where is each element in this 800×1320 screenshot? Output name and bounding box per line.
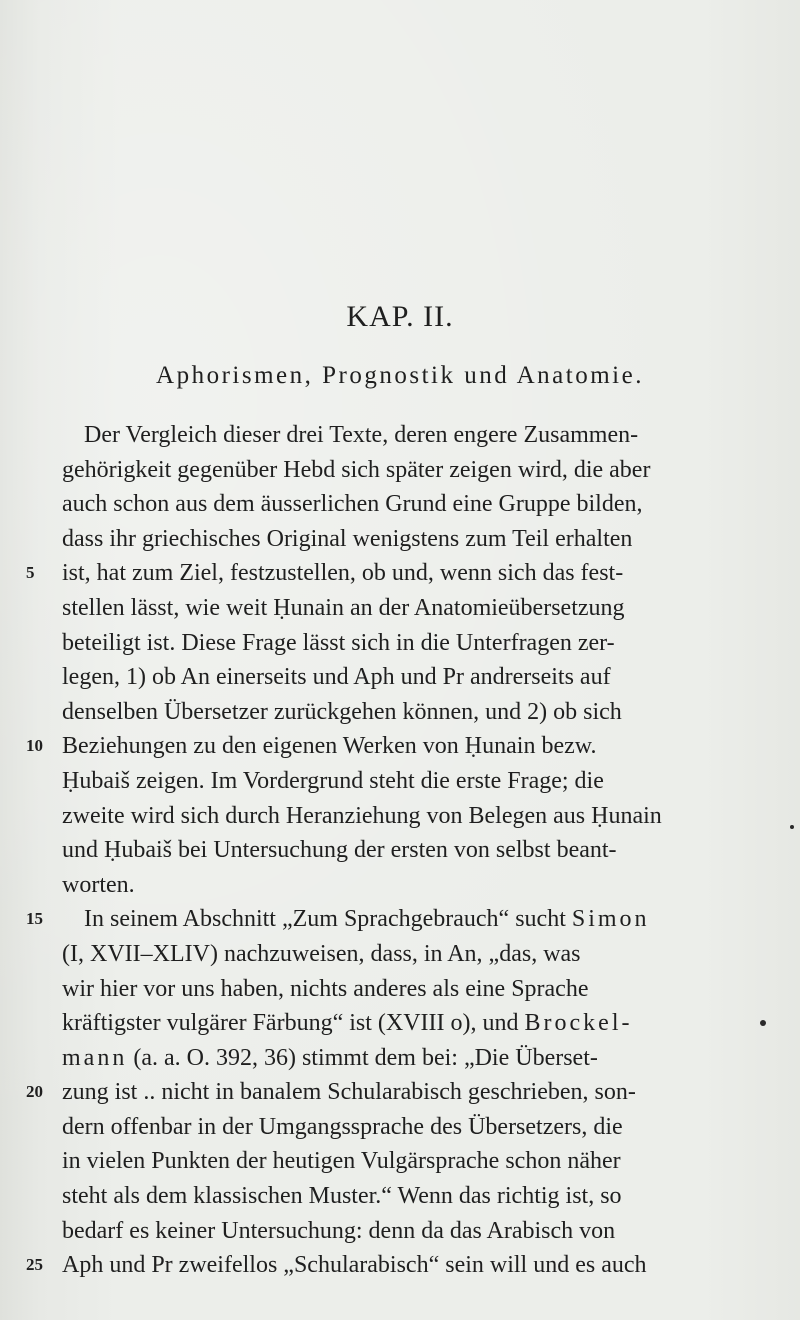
ink-speck [790,825,794,829]
author-name-brockelmann: Brockel- [524,1010,633,1037]
text-line: steht als dem klassischen Muster.“ Wenn das richtig ist, so [62,1183,622,1210]
text-line: wir hier vor uns haben, nichts anderes als eine Sprache [62,975,589,1002]
text-line: 25 Aph und Pr zweifellos „Schularabisch“ sein will und es auch [52,1248,782,1283]
text-line: 20 zung ist .. nicht in banalem Schularabisch geschrieben, son- [52,1075,782,1110]
text-line: in vielen Punkten der heutigen Vulgärsprache schon näher [62,1148,621,1175]
line-number: 25 [26,1255,43,1275]
text-line: denselben Übersetzer zurückgehen können, und 2) ob sich [62,698,622,725]
text-line: mann (a. a. O. 392, 36) stimmt dem bei: „Die Überset- [62,1044,598,1071]
text-line: dass ihr griechisches Original wenigstens zum Teil erhalten [62,525,633,552]
text-line: kräftigster vulgärer Färbung“ ist (XVIII o), und Brockel- [62,1010,633,1037]
text-line: worten. [62,871,135,898]
line-number: 20 [26,1082,43,1102]
author-name-simon: Simon [571,906,650,933]
text-line: auch schon aus dem äusserlichen Grund eine Gruppe bilden, [62,491,643,518]
text-line: stellen lässt, wie weit Ḥunain an der Anatomieübersetzung [62,594,625,621]
section-title: Aphorismen, Prognostik und Anatomie. [156,362,644,389]
text-line: 10 Beziehungen zu den eigenen Werken von Ḥunain bezw. [52,729,782,764]
text-line: 15 In seinem Abschnitt „Zum Sprachgebrauch“ sucht Simon [52,902,782,937]
author-name-brockelmann-end: mann [62,1044,128,1071]
text-line: zweite wird sich durch Heranziehung von Belegen aus Ḥunain [62,802,662,829]
text-line: legen, 1) ob An einerseits und Aph und Pr andrerseits auf [62,664,611,691]
text-line: 5 ist, hat zum Ziel, festzustellen, ob und, wenn sich das fest- [52,556,782,591]
line-number: 5 [26,563,35,583]
chapter-heading: KAP. II. [346,300,454,333]
ink-speck [760,1020,766,1026]
text-line: beteiligt ist. Diese Frage lässt sich in die Unterfragen zer- [62,629,615,656]
text-line: gehörigkeit gegenüber Hebd sich später zeigen wird, die aber [62,456,651,483]
text-line: (I, XVII–XLIV) nachzuweisen, dass, in An, „das, was [62,940,581,967]
body-text [26,418,782,1283]
text-line: bedarf es keiner Untersuchung: denn da das Arabisch von [62,1217,616,1244]
line-number: 15 [26,909,43,929]
line-number: 10 [26,736,43,756]
text-line: und Ḥubaiš bei Untersuchung der ersten von selbst beant- [62,837,617,864]
text-line: Ḥubaiš zeigen. Im Vordergrund steht die erste Frage; die [62,767,604,794]
text-line: dern offenbar in der Umgangssprache des Übersetzers, die [62,1113,623,1140]
text-line: Der Vergleich dieser drei Texte, deren engere Zusammen- [84,422,639,448]
